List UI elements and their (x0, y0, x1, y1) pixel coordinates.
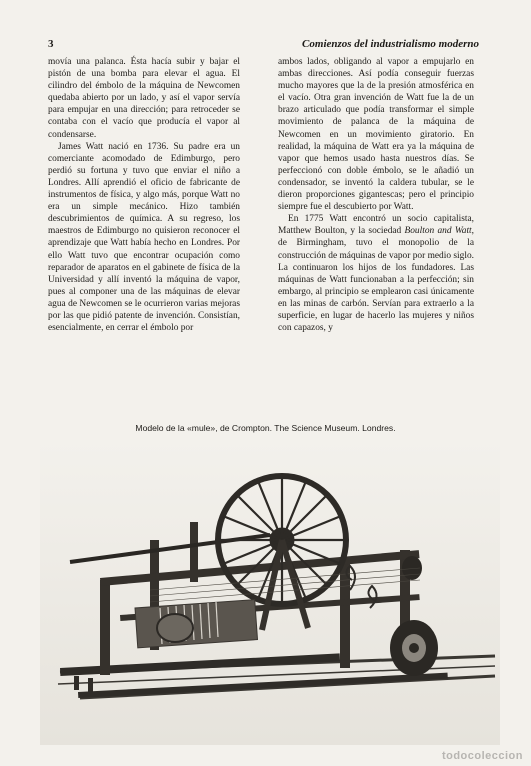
paragraph-text: , de Birmingham, tuvo el monopolio de la construcción de máquinas de vapor por medio siglo. La continuaron los hijos de los fundadores. Las máquinas de Watt funcionaban a la perfección; sin embargo, al principio se emplearon casi únicamente en las minas de carbón. Servían para extraerlo a la superficie, en lugar de hacerlo las mujeres y niños con capazos, y (278, 226, 475, 334)
firm-name: Boulton and Watt (404, 226, 472, 237)
page-number: 3 (48, 38, 54, 50)
right-text-column (278, 56, 474, 334)
running-title: Comienzos del industrialismo moderno (302, 38, 479, 50)
paragraph: movía una palanca. Ésta hacía subir y bajar el pistón de una bomba para elevar el agua. El cilindro del émbolo de la máquina de Newcomen quedaba abierto por un lado, y así el vapor servía para empujar en una dirección; para retroceder se contaba con el vacío que producía el vapor al condensarse. (48, 57, 240, 140)
paragraph: James Watt nació en 1736. Su padre era un comerciante acomodado de Edimburgo, pero perdió su fortuna y tuvo que enviar el niño a Londres. Allí aprendió el oficio de fabricante de instrumentos de física, y algo más, porque Watt no era un simple mecánico. Hizo también descubrimientos de química. A su regreso, los maestros de Edimburgo no quisieron reconocer el aprendizaje que Watt había hecho en Londres. Por ello Watt tuvo que encontrar ocupación como reparador de aparatos en el gabinete de física de la Universidad y allí inventó la máquina de vapor, pues al componer una de las máquinas de elevar agua de Newcomen se le ocurrieron varias mejoras por las que pidió patente de invención. Consistían, esencialmente, en cerrar el émbolo por (48, 141, 240, 334)
left-text-column (48, 56, 240, 334)
spinning-mule-photo (40, 440, 500, 745)
paragraph (278, 213, 474, 334)
watermark: todocoleccion (441, 750, 523, 762)
figure-caption: Modelo de la «mule», de Crompton. The Science Museum. Londres. (135, 423, 396, 433)
paragraph-text: En 1775 Watt encontró un socio capitalista, Matthew Boulton, y la sociedad (278, 214, 474, 237)
paragraph: ambos lados, obligando al vapor a empujarlo en ambas direcciones. Así podía conseguir fuerzas mucho mayores que la de la presión atmosférica en el vacío. Otra gran invención de Watt fue la de un brazo articulado que podía transformar el simple movimiento de palanca de la máquina de Newcomen en un movimiento giratorio. En realidad, la máquina de Watt era ya la máquina de vapor que hemos usado hasta nuestros días. Se perfeccionó con doble émbolo, se le añadió un condensador, se inventó la caldera tubular, se le dieron proporciones gigantescas; pero el principio siempre fue el descubierto por Watt. (278, 57, 474, 213)
